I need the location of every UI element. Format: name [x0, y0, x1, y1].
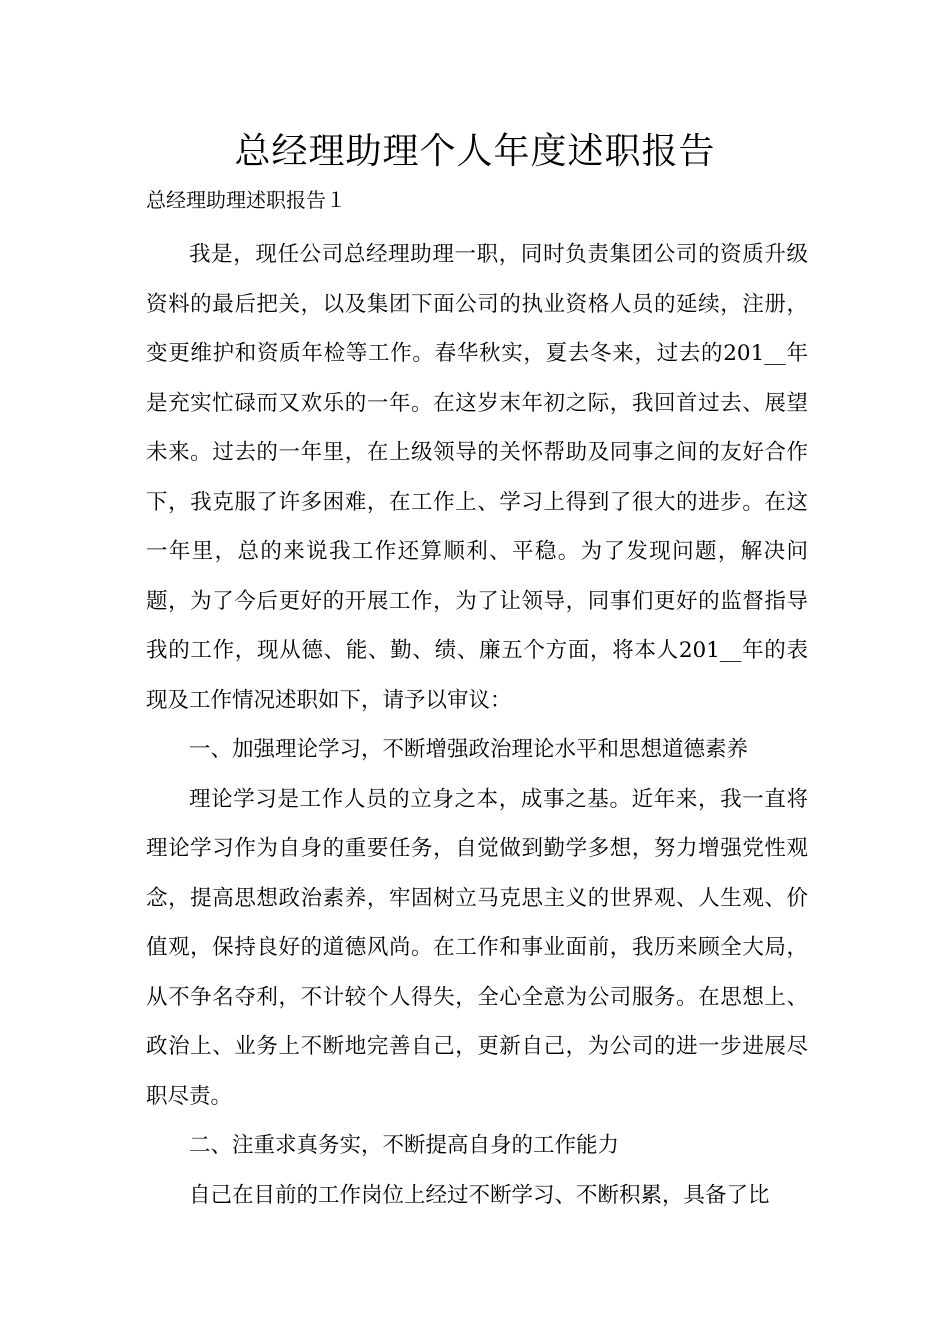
paragraph-intro: 我是，现任公司总经理助理一职，同时负责集团公司的资质升级资料的最后把关，以及集团下面公司的执业资格人员的延续，注册，变更维护和资质年检等工作。春华秋实，夏去冬来，过去的201__年是充实忙碌而又欢乐的一年。在这岁末年初之际，我回首过去、展望未来。过去的一年里，在上级领导的关怀帮助及同事之间的友好合作下，我克服了许多困难，在工作上、学习上得到了很大的进步。在这一年里，总的来说我工作还算顺利、平稳。为了发现问题，解决问题，为了今后更好的开展工作，为了让领导，同事们更好的监督指导我的工作，现从德、能、勤、绩、廉五个方面，将本人201__年的表现及工作情况述职如下，请予以审议：: [146, 242, 808, 713]
section-heading-1: 一、加强理论学习，不断增强政治理论水平和思想道德素养: [189, 737, 749, 762]
section-heading-2: 二、注重求真务实，不断提高自身的工作能力: [189, 1133, 620, 1158]
document-subtitle: 总经理助理述职报告１: [146, 188, 346, 212]
document-body: [146, 230, 808, 1220]
paragraph-theory: 理论学习是工作人员的立身之本，成事之基。近年来，我一直将理论学习作为自身的重要任务，自觉做到勤学多想，努力增强党性观念，提高思想政治素养，牢固树立马克思主义的世界观、人生观、价值观，保持良好的道德风尚。在工作和事业面前，我历来顾全大局，从不争名夺利，不计较个人得失，全心全意为公司服务。在思想上、政治上、业务上不断地完善自己，更新自己，为公司的进一步进展尽职尽责。: [146, 786, 808, 1109]
paragraph-ability: 自己在目前的工作岗位上经过不断学习、不断积累，具备了比: [189, 1182, 770, 1208]
document-title: 总经理助理个人年度述职报告: [234, 131, 716, 172]
